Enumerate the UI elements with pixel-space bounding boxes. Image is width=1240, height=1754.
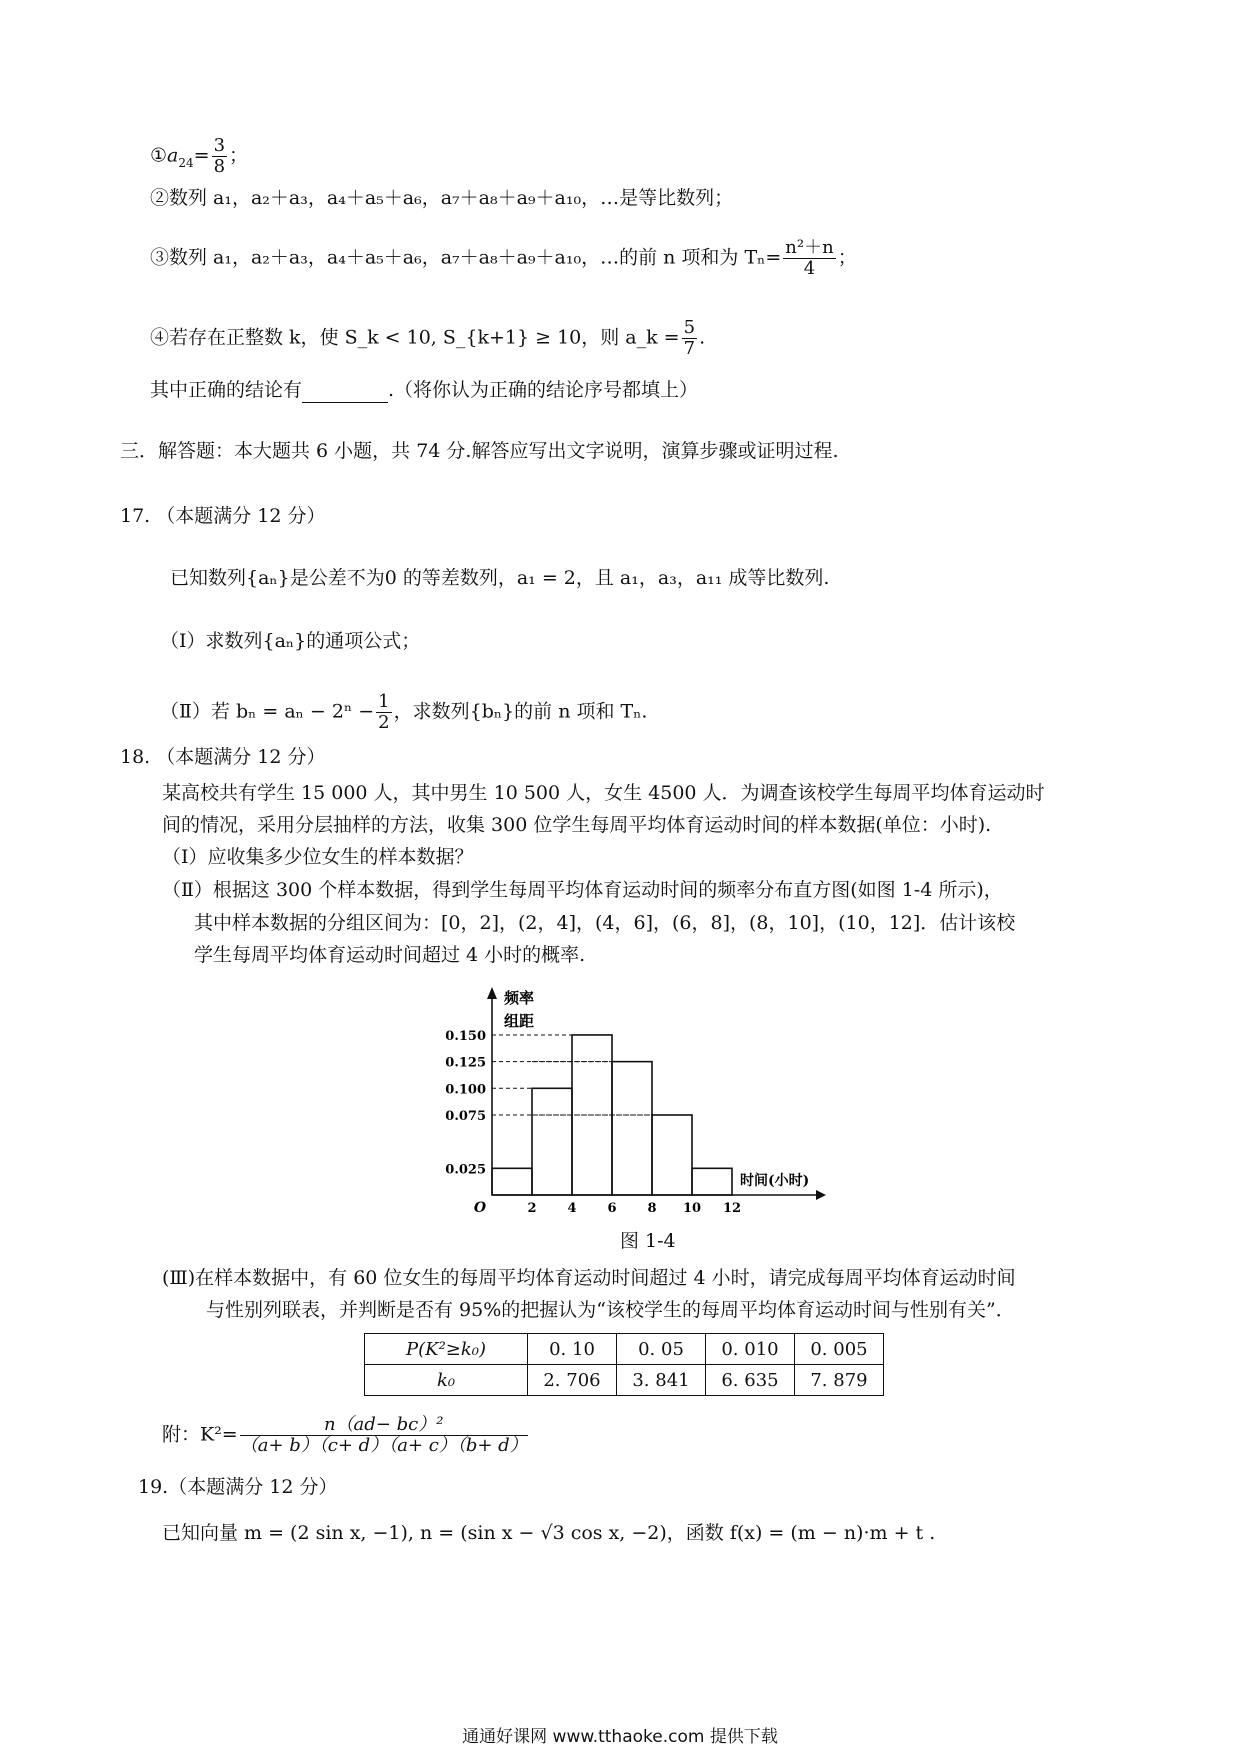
y-tick-label: 0.125 xyxy=(445,1055,486,1071)
table-cell: 2. 706 xyxy=(528,1365,617,1396)
figure-caption: 图 1-4 xyxy=(620,1230,676,1252)
conclusion-3 xyxy=(150,238,857,279)
histogram-bar xyxy=(492,1168,532,1195)
conclusion-1 xyxy=(150,136,248,177)
y-tick-label: 0.100 xyxy=(445,1082,486,1098)
y-tick-label: 0.075 xyxy=(445,1108,486,1124)
q17-heading: 17. （本题满分 12 分） xyxy=(120,505,326,527)
q18-part3-a: (Ⅲ)在样本数据中，有 60 位女生的每周平均体育运动时间超过 4 小时，请完成每周平均体育运动时间 xyxy=(162,1267,1016,1289)
table-row xyxy=(365,1334,884,1365)
y-tick-label: 0.150 xyxy=(445,1028,486,1044)
histogram-bar xyxy=(652,1115,692,1195)
table-row xyxy=(365,1365,884,1396)
formula-prefix: 附：K²= xyxy=(162,1423,238,1446)
conclusion-1-eq: = xyxy=(193,144,210,167)
table-cell: 0. 05 xyxy=(617,1334,706,1365)
origin-label: O xyxy=(473,1200,487,1216)
conclusion-1-end: ； xyxy=(229,144,249,167)
conclusion-1-sub: 24 xyxy=(178,155,194,170)
conclusion-4-num: 5 xyxy=(683,317,696,338)
x-tick-label: 12 xyxy=(722,1201,742,1216)
histogram-bar xyxy=(692,1168,732,1195)
table-cell: 0. 10 xyxy=(528,1334,617,1365)
x-tick-label: 4 xyxy=(567,1201,577,1216)
conclusion-4-text: ④若存在正整数 k，使 S_k < 10, S_{k+1} ≥ 10，则 a_k = xyxy=(150,326,680,349)
q17-part1: （Ⅰ）求数列{aₙ}的通项公式； xyxy=(160,630,421,652)
table-cell: 6. 635 xyxy=(706,1365,795,1396)
q17-part2 xyxy=(160,692,647,733)
x-axis-arrow xyxy=(816,1190,826,1200)
y-label-top: 频率 xyxy=(504,989,535,1007)
y-axis-arrow xyxy=(487,987,497,999)
table-cell: 3. 841 xyxy=(617,1365,706,1396)
table-cell: 0. 005 xyxy=(795,1334,884,1365)
q18-part2-b: 其中样本数据的分组区间为：[0，2]，(2，4]，(4，6]，(6，8]，(8，10]，(10，12]．估计该校 xyxy=(194,912,1016,934)
q17-part2-suffix: ，求数列{bₙ}的前 n 项和 Tₙ. xyxy=(393,700,648,723)
conclusion-4-end: . xyxy=(699,326,706,349)
q19-stem: 已知向量 m = (2 sin x, −1), n = (sin x − √3 cos x, −2)，函数 f(x) = (m − n)·m + t . xyxy=(162,1522,936,1544)
q18-stem-1: 某高校共有学生 15 000 人，其中男生 10 500 人，女生 4500 人．为调查该校学生每周平均体育运动时 xyxy=(162,782,1045,804)
histogram-bar xyxy=(532,1088,572,1195)
q19-heading: 19.（本题满分 12 分） xyxy=(138,1476,338,1498)
x-tick-label: 2 xyxy=(527,1201,537,1216)
section-3-heading: 三．解答题：本大题共 6 小题，共 74 分.解答应写出文字说明，演算步骤或证明过程. xyxy=(120,440,839,462)
q17-part2-fraction xyxy=(376,692,391,733)
q18-part3-b: 与性别列联表，并判断是否有 95%的把握认为“该校学生的每周平均体育运动时间与性别有关”． xyxy=(206,1299,1015,1321)
histogram-chart xyxy=(440,985,840,1217)
q18-heading: 18. （本题满分 12 分） xyxy=(120,746,326,768)
critical-value-table xyxy=(364,1333,884,1396)
table-cell: 7. 879 xyxy=(795,1365,884,1396)
answer-blank[interactable] xyxy=(302,384,388,403)
conclusion-1-fraction xyxy=(212,136,227,177)
formula-note xyxy=(162,1415,530,1456)
conclusion-3-end: ； xyxy=(837,246,857,269)
q18-part2-c: 学生每周平均体育运动时间超过 4 小时的概率. xyxy=(194,944,586,966)
conclusion-4-fraction xyxy=(682,318,697,359)
q18-stem-2: 间的情况，采用分层抽样的方法，收集 300 位学生每周平均体育运动时间的样本数据(单位：小时). xyxy=(162,814,992,836)
conclusion-3-text: ③数列 a₁，a₂＋a₃，a₄＋a₅＋a₆，a₇＋a₈＋a₉＋a₁₀，…的前 n 项和为 Tₙ= xyxy=(150,246,782,269)
q17-stem: 已知数列{aₙ}是公差不为0 的等差数列，a₁ = 2，且 a₁，a₃，a₁₁ 成等比数列. xyxy=(170,567,830,589)
q18-part1: （Ⅰ）应收集多少位女生的样本数据？ xyxy=(162,846,474,868)
formula-fraction xyxy=(240,1415,528,1456)
conclusion-1-num: 3 xyxy=(213,135,226,156)
y-tick-label: 0.025 xyxy=(445,1162,486,1178)
x-tick-label: 8 xyxy=(647,1201,657,1216)
formula-den: （a+ b）（c+ d）（a+ c）（b+ d） xyxy=(239,1435,528,1456)
x-tick-label: 10 xyxy=(682,1201,702,1216)
q17-part2-num: 1 xyxy=(378,691,390,712)
conclusion-3-num: n²＋n xyxy=(785,237,834,258)
q18-part2-a: （Ⅱ）根据这 300 个样本数据，得到学生每周平均体育运动时间的频率分布直方图(如图 1-4 所示)， xyxy=(162,879,1003,901)
fill-in-suffix: .（将你认为正确的结论序号都填上） xyxy=(388,379,699,401)
conclusion-2: ②数列 a₁，a₂＋a₃，a₄＋a₅＋a₆，a₇＋a₈＋a₉＋a₁₀，…是等比数列； xyxy=(150,187,734,209)
q17-part2-text: （Ⅱ）若 bₙ = aₙ − 2ⁿ − xyxy=(160,700,375,723)
conclusion-4-den: 7 xyxy=(683,338,696,359)
conclusion-1-marker: ① xyxy=(150,144,168,167)
x-axis-label: 时间(小时) xyxy=(740,1173,810,1189)
histogram-bar xyxy=(612,1062,652,1195)
conclusion-3-den: 4 xyxy=(803,258,816,279)
fill-in-prefix: 其中正确的结论有 xyxy=(150,379,303,401)
fill-in-prompt xyxy=(150,377,698,403)
conclusion-1-den: 8 xyxy=(213,156,226,177)
formula-num: n（ad− bc）² xyxy=(240,1415,528,1436)
conclusion-1-var: a xyxy=(167,144,179,167)
table-cell: 0. 010 xyxy=(706,1334,795,1365)
page-footer: 通通好课网 www.tthaoke.com 提供下载 xyxy=(462,1727,778,1747)
table-header-k: k₀ xyxy=(365,1365,528,1396)
conclusion-3-fraction xyxy=(783,238,835,279)
x-tick-label: 6 xyxy=(607,1201,617,1216)
y-label-bottom: 组距 xyxy=(504,1012,535,1030)
table-header-p: P(K²≥k₀) xyxy=(365,1334,528,1365)
q17-part2-den: 2 xyxy=(378,712,390,733)
conclusion-4 xyxy=(150,318,705,359)
